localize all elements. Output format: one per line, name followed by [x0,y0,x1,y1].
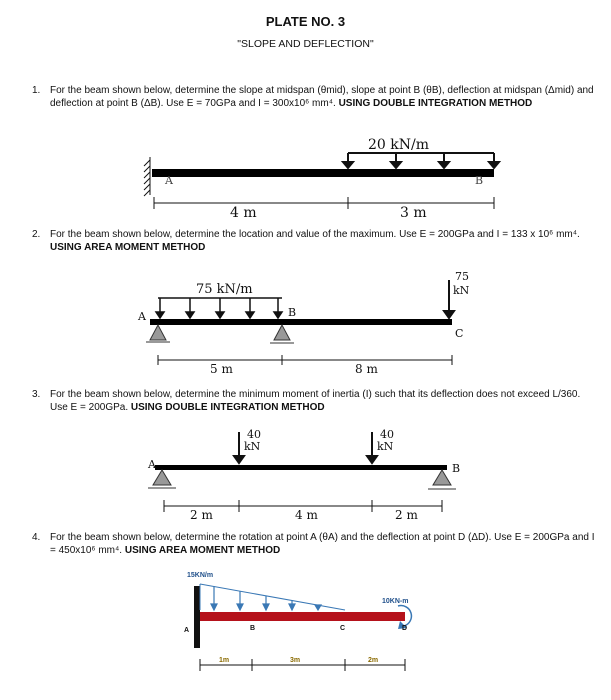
load-label: 15KN/m [187,572,214,579]
load-2-bottom-label: kN [377,440,394,453]
load-dist-label: 75 kN/m [196,282,253,297]
point-a-label: A [138,310,146,323]
problem-number: 1. [32,85,41,96]
problem-number: 3. [32,389,41,400]
point-c-label: C [455,327,464,340]
span-2-label: 4 m [295,508,318,522]
span-3-label: 2 m [395,508,418,522]
span-1-label: 1m [219,657,230,664]
point-a-label: A [165,174,173,187]
problem-number: 2. [32,229,41,240]
beam [200,612,405,621]
triangular-load [200,584,345,610]
load-1-bottom-label: kN [244,440,261,453]
problem-text: For the beam shown below, determine the minimum moment of inertia (I) such that its deflection does not exceed L/360. Use E = 200GPa. [50,389,581,413]
problem-number: 4. [32,532,41,543]
problem-method: USING DOUBLE INTEGRATION METHOD [130,402,325,413]
point-d-label: D [402,625,408,632]
point-c-label: C [340,625,346,632]
span-2-label: 3 m [400,205,427,221]
distributed-load-arrows [211,586,321,610]
problem-method: USING AREA MOMENT METHOD [124,545,281,556]
load-point-top-label: 75 [455,270,469,283]
problem-method: USING DOUBLE INTEGRATION METHOD [338,98,533,109]
span-2-label: 3m [290,657,301,664]
point-b-label: B [250,625,256,632]
span-2-label: 8 m [355,362,378,376]
point-b-label: B [475,174,484,187]
load-label: 20 kN/m [368,137,429,153]
load-2-top-label: 40 [380,428,394,441]
span-3-label: 2m [368,657,379,664]
span-1-label: 4 m [230,205,257,221]
load-1-top-label: 40 [247,428,261,441]
span-1-label: 2 m [190,508,213,522]
point-a-label: A [148,458,156,471]
load-point-bottom-label: kN [453,284,470,297]
point-b-label: B [452,462,461,475]
fixed-support-icon [194,586,200,648]
moment-label: 10KN-m [382,598,409,605]
problem-method: USING AREA MOMENT METHOD [50,242,206,253]
page-title: PLATE NO. 3 [265,14,346,29]
point-b-label: B [288,306,297,319]
problem-text: For the beam shown below, determine the slope at midspan (θmid), slope at point B (θB), deflection at midspan (Δmid) and deflection at point B (ΔB). Use E = 70GPa and I = 300x10⁶ mm⁴. [50,85,594,109]
span-1-label: 5 m [210,362,233,376]
page-subtitle: "SLOPE AND DEFLECTION" [237,38,374,50]
problem-text: For the beam shown below, determine the rotation at point A (θA) and the deflection at point D (ΔD). Use E = 200GPa and I = 450x10⁶ mm⁴. [50,532,595,556]
point-a-label: A [184,627,190,634]
problem-text: For the beam shown below, determine the location and value of the maximum. Use E = 200GPa and I = 133 x 10⁶ mm⁴. [50,229,580,240]
